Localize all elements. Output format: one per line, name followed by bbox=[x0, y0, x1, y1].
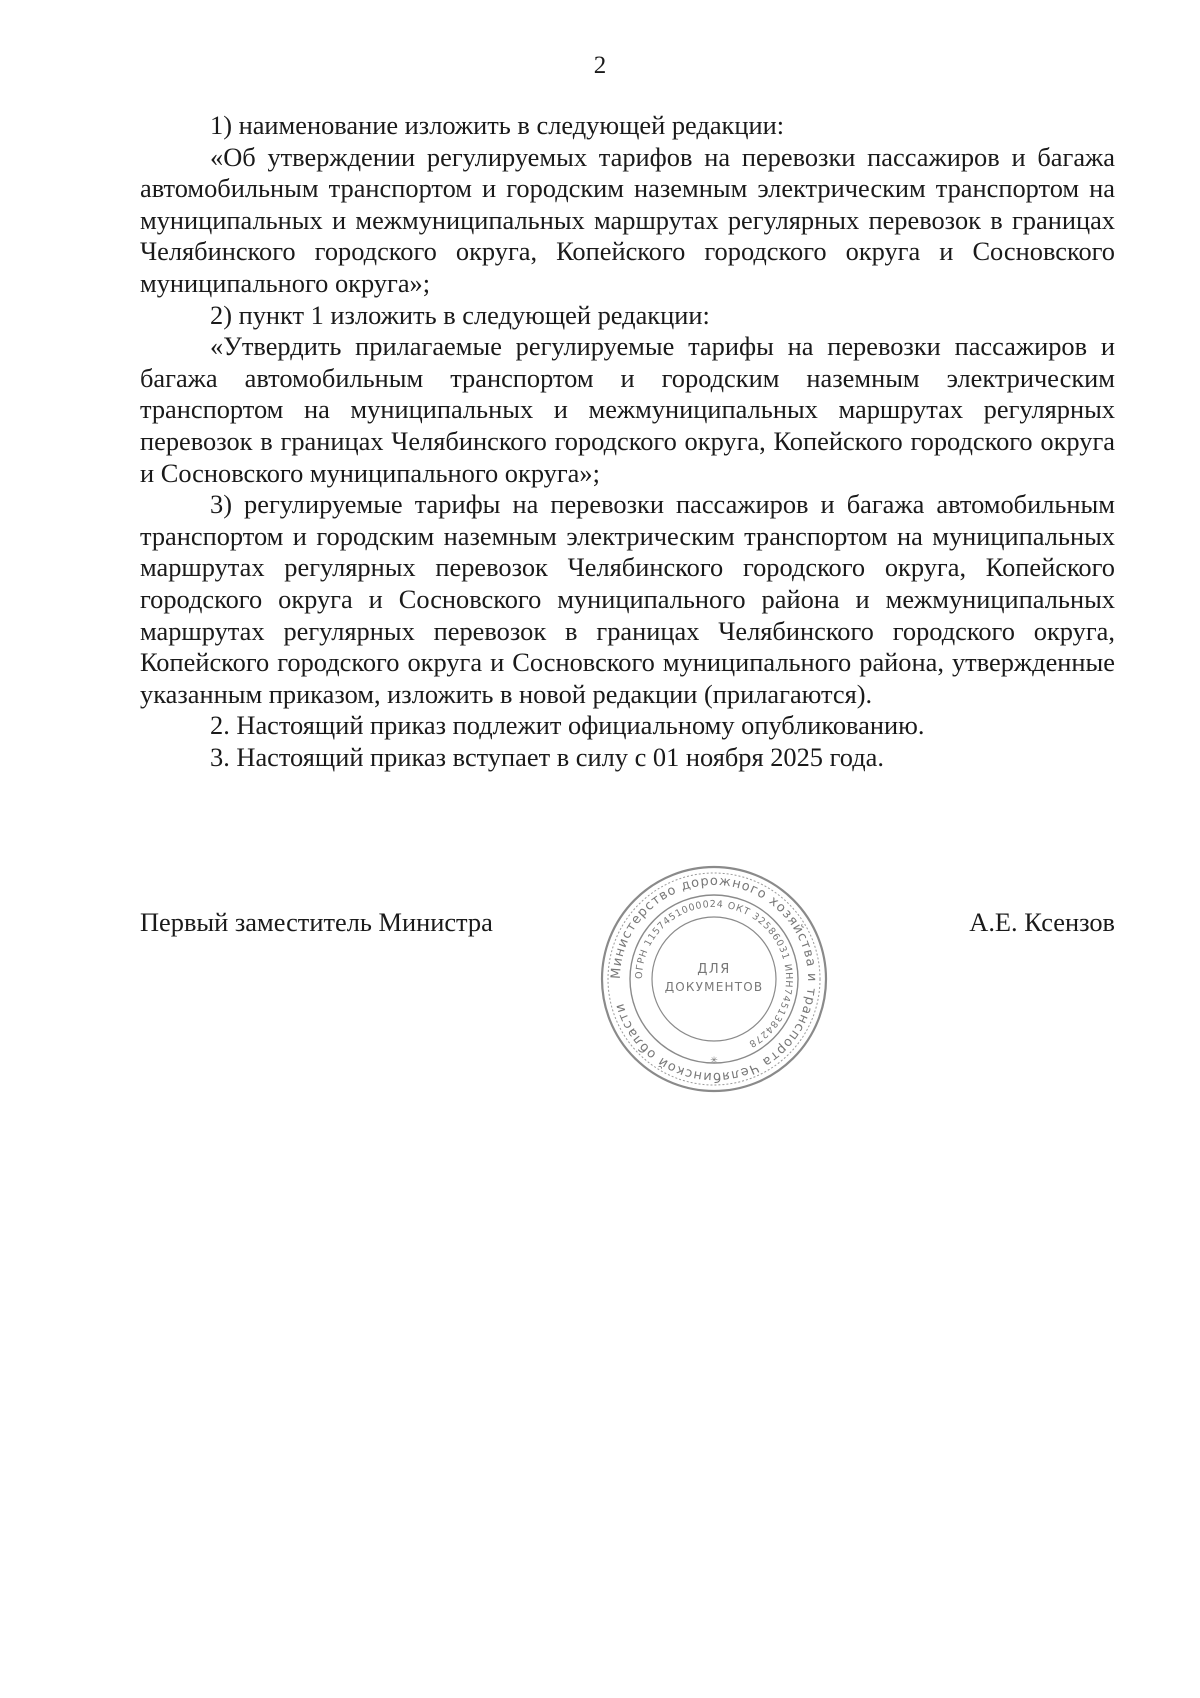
seal-inner-text: ОГРН 1157451000024 ОКТ 32586031 ИНН7451384278 bbox=[633, 898, 795, 1050]
signatory-position: Первый заместитель Министра bbox=[140, 907, 493, 937]
seal-center-line-2: ДОКУМЕНТОВ bbox=[664, 980, 764, 994]
seal-star-icon: ✳ bbox=[710, 1056, 718, 1066]
seal-middle-ring bbox=[630, 895, 798, 1063]
document-body bbox=[140, 110, 1115, 773]
paragraph-item-3: 3) регулируемые тарифы на перевозки пассажиров и багажа автомобильным транспортом и городским наземным электрическим транспортом на муниципальных маршрутах регулярных перевозок Челябинского городского округа, Копейского городского округа и Сосновского муниципального района и межмуниципальных маршрутах регулярных перевозок в границах Челябинского городского округа, Копейского городского округа и Сосновского муниципального района, утвержденные указанным приказом, изложить в новой редакции (прилагаются). bbox=[140, 489, 1115, 709]
signatory-name: А.Е. Ксензов bbox=[969, 907, 1115, 937]
paragraph-item-1: 1) наименование изложить в следующей редакции: bbox=[210, 110, 785, 140]
seal-graphic bbox=[598, 863, 830, 1095]
paragraph-effective-date: 3. Настоящий приказ вступает в силу с 01 ноября 2025 года. bbox=[210, 741, 884, 772]
paragraph-quote-point-1: «Утвердить прилагаемые регулируемые тарифы на перевозки пассажиров и багажа автомобильным транспортом и городским наземным электрическим транспортом на муниципальных и межмуниципальных маршрутах регулярных перевозок в границах Челябинского городского округа, Копейского городского округа и Сосновского муниципального округа»; bbox=[140, 331, 1115, 488]
paragraph-quote-title: «Об утверждении регулируемых тарифов на перевозки пассажиров и багажа автомобильным транспортом и городским наземным электрическим транспортом на муниципальных и межмуниципальных маршрутах регулярных перевозок в границах Челябинского городского округа, Копейского городского округа и Сосновского муниципального округа»; bbox=[140, 141, 1115, 298]
page-number: 2 bbox=[593, 52, 607, 79]
seal-outer-text: Министерство дорожного хозяйства и транспорта Челябинской области bbox=[608, 873, 820, 1085]
seal-center-line-1: ДЛЯ bbox=[697, 962, 731, 977]
paragraph-publication: 2. Настоящий приказ подлежит официальному опубликованию. bbox=[210, 710, 925, 741]
official-seal bbox=[598, 863, 830, 1095]
paragraph-item-2: 2) пункт 1 изложить в следующей редакции: bbox=[210, 299, 710, 330]
seal-inner-ring bbox=[652, 917, 776, 1041]
